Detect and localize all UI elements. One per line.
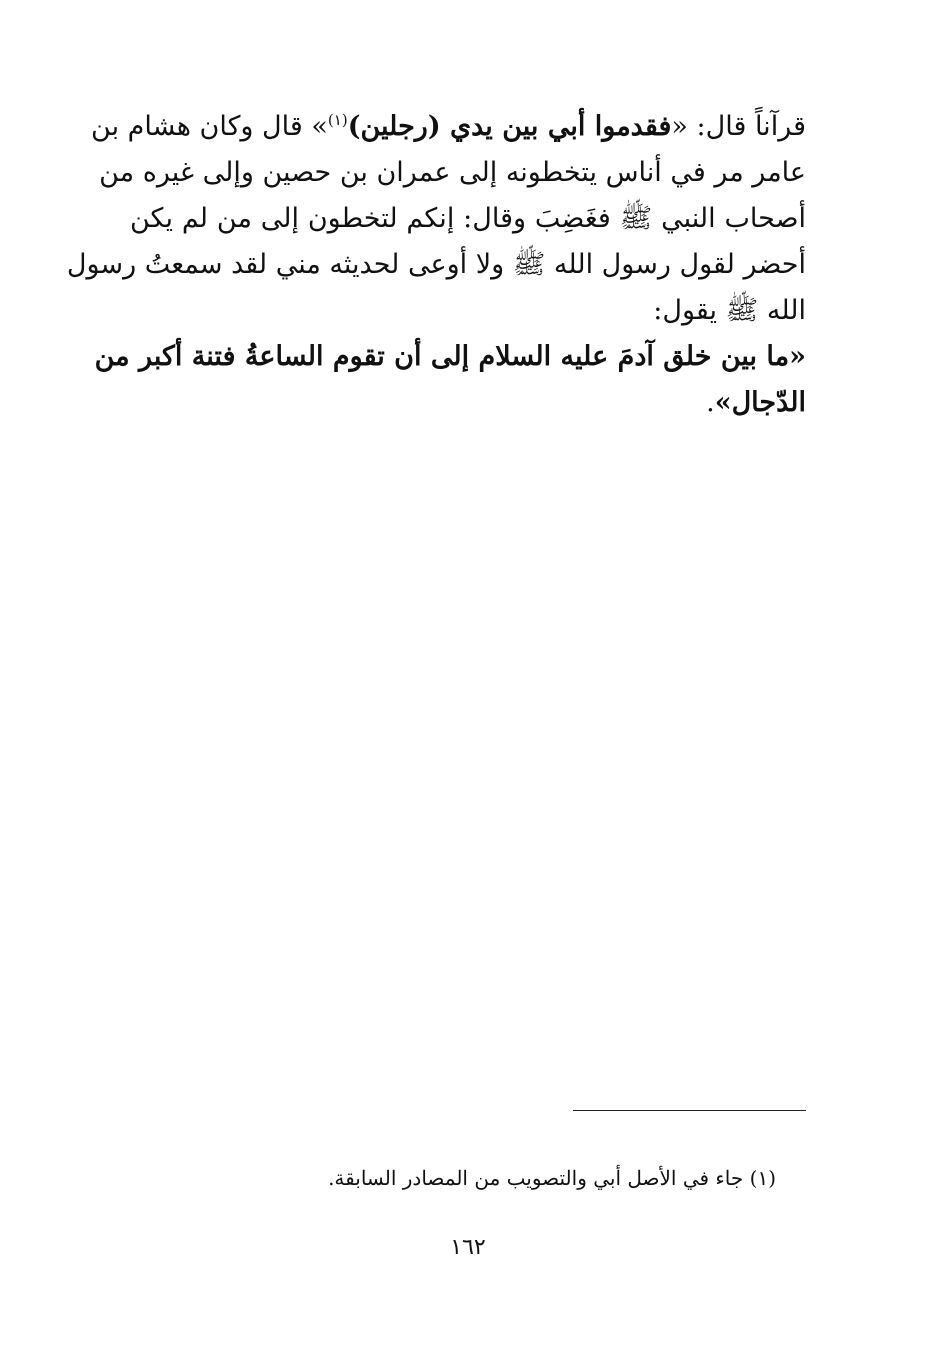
line-1-intro: قرآناً قال: « (671, 111, 806, 142)
text-line-7 (130, 380, 806, 426)
text-line-2: عامر مر في أناس يتخطونه إلى عمران بن حصين وإلى غيره من (99, 157, 806, 188)
hadith-quote-2: «ما بين خلق آدمَ عليه السلام إلى أن تقوم الساعةُ فتنة أكبر من (94, 341, 806, 372)
page-number: ١٦٢ (450, 1235, 486, 1260)
text-line-1 (91, 104, 806, 150)
main-text (66, 104, 806, 426)
text-line-5: الله ﷺ يقول: (653, 295, 806, 326)
hadith-quote-1: فقدموا أبي بين يدي (رجلين) (347, 111, 672, 142)
line-1-continuation: » قال وكان هشام بن (91, 111, 328, 142)
final-period: . (706, 387, 715, 418)
footnote: (١) جاء في الأصل أبي والتصويب من المصادر السابقة. (328, 1166, 776, 1190)
hadith-quote-2-end: الدّجال» (714, 387, 806, 418)
footnote-separator (573, 1110, 806, 1111)
text-line-3: أصحاب النبي ﷺ فغَضِبَ وقال: إنكم لتخطون إلى من لم يكن (130, 203, 806, 234)
text-line-4: أحضر لقول رسول الله ﷺ ولا أوعى لحديثه مني لقد سمعتُ رسول (66, 249, 806, 280)
footnote-reference: (١) (327, 111, 348, 129)
